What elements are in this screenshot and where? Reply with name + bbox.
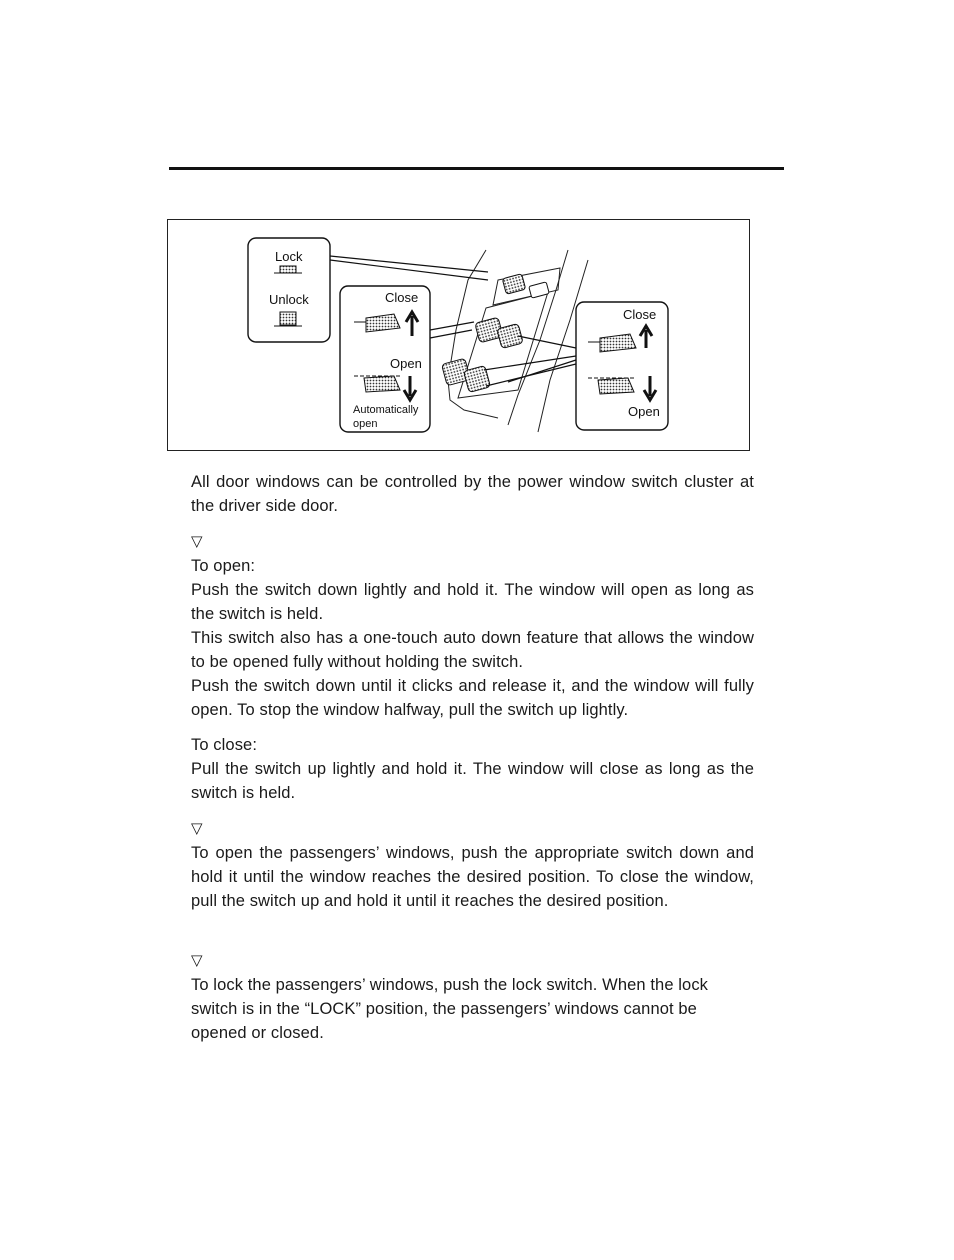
- intro-paragraph: All door windows can be controlled by the power window switch cluster at the driver side door.: [191, 473, 754, 515]
- to-open-paragraph-3: Push the switch down until it clicks and release it, and the window will fully open. To stop the window halfway, pull the switch up lightly.: [191, 677, 754, 719]
- lock-panel: [248, 238, 330, 342]
- to-open-paragraph-1: Push the switch down lightly and hold it. The window will open as long as the switch is held.: [191, 581, 754, 623]
- note-symbol-1: ▽: [191, 533, 203, 550]
- driver-close-label: Close: [385, 290, 419, 305]
- passenger-switch-panel: [576, 302, 668, 430]
- power-window-switch-figure: [167, 219, 750, 451]
- to-open-heading: To open:: [191, 557, 256, 575]
- door-window-switches-front: [475, 317, 523, 348]
- header-rule: [169, 167, 784, 170]
- auto-open-label-line1: Automatically: [353, 404, 419, 416]
- auto-open-label-line2: open: [353, 418, 378, 430]
- passenger-close-label: Close: [623, 307, 657, 322]
- note-symbol-2: ▽: [191, 820, 203, 837]
- driver-open-label: Open: [390, 356, 422, 371]
- to-close-paragraph: Pull the switch up lightly and hold it. The window will close as long as the switch is held.: [191, 760, 754, 802]
- driver-switch-panel: [340, 286, 430, 432]
- passenger-open-label: Open: [628, 404, 660, 419]
- lock-label: Lock: [275, 249, 303, 264]
- passenger-windows-paragraph: To open the passengers’ windows, push the appropriate switch down and hold it until the window reaches the desired position. To close the window, pull the switch up and hold it until it reaches the desired position.: [191, 844, 754, 910]
- to-close-heading: To close:: [191, 736, 258, 754]
- to-open-paragraph-2: This switch also has a one-touch auto down feature that allows the window to be opened fully without holding the switch.: [191, 629, 754, 671]
- lock-switch-paragraph: To lock the passengers’ windows, push the lock switch. When the lock switch is in the “LOCK” position, the passengers’ windows cannot be opened or closed.: [191, 976, 709, 1042]
- door-lock-switch: [502, 274, 549, 298]
- note-symbol-3: ▽: [191, 952, 203, 969]
- switch-diagram: [168, 220, 751, 452]
- unlock-label: Unlock: [269, 292, 309, 307]
